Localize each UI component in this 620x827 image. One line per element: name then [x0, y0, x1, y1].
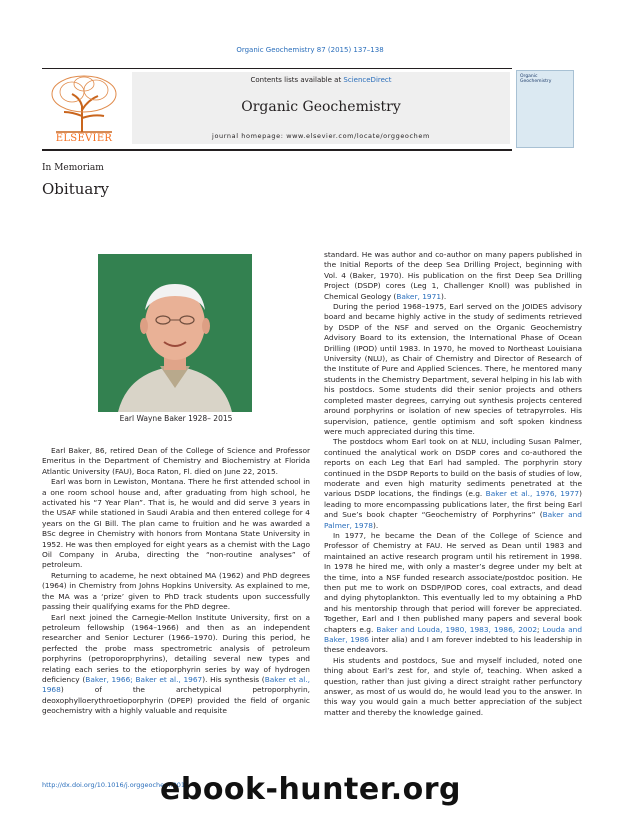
paragraph	[324, 250, 582, 302]
article-title: Obituary	[42, 180, 109, 198]
paragraph-text: Earl next joined the Carnegie-Mellon Institute University, first on a petroleum fellowship (1964–1966) and then as an independent researcher and Senior Lecturer (1966–1970). During this period, he perfected the probe mass spectrometric analysis of petroleum porphyrins (petroporoprphyrins), detailing several new types and relating each series to the etioporphyrin series by way of hydrogen deficiency (	[42, 612, 310, 684]
watermark: ebook-hunter.org	[160, 772, 461, 807]
reference-link[interactable]: Baker and Palmer, 1978	[324, 510, 582, 530]
paragraph	[324, 437, 582, 531]
reference-link[interactable]: Baker, 1971	[396, 291, 442, 301]
article-section: In Memoriam	[42, 163, 104, 173]
sciencedirect-link[interactable]: ScienceDirect	[343, 76, 392, 84]
doi-link[interactable]: http://dx.doi.org/10.1016/j.orggeochem.2015	[42, 781, 190, 789]
paragraph-text: ;	[537, 624, 543, 634]
paragraph	[42, 613, 310, 717]
reference-link[interactable]: Baker et al., 1976, 1977	[485, 489, 580, 499]
journal-citation[interactable]: Organic Geochemistry 87 (2015) 137–138	[236, 46, 384, 54]
reference-link[interactable]: Baker and Louda, 1980, 1983, 1986, 2002	[376, 624, 538, 634]
paragraph: Earl was born in Lewiston, Montana. There he first attended school in a one room school house and, after graduating from high school, he activated his “7 Year Plan”. That is, he would and did serve 3 years in the USAF while stationed in Saudi Arabia and then entered college for 4 years on the GI Bill. The plan came to fruition and he was awarded a BSc degree in Chemistry with honors from Montana State University in 1952. He was then employed for eight years as a chemist with the Lago Oil Company in Aruba, directing the “non-routine analyses” of petroleum.	[42, 477, 310, 570]
header-top-rule	[42, 68, 512, 69]
paragraph: Earl Baker, 86, retired Dean of the College of Science and Professor Emeritus in the Department of Chemistry and Biochemistry at Florida Atlantic University (FAU), Boca Raton, Fl. died on June 22, 2015.	[42, 446, 310, 476]
portrait-photo	[98, 254, 252, 412]
paragraph-text: inter alia) and I am forever indebted to his leadership in these endeavors.	[324, 635, 582, 655]
paragraph: During the period 1968–1975, Earl served on the JOIDES advisory board and became highly active in the study of sediments retrieved by DSDP of the NSF and served on the Organic Geochemistry Advisory Board to its extension, the International Phase of Ocean Drilling (IPOD) until 1983. In 1970, he moved to Northeast Louisiana University (NLU), as Chair of Chemistry and Director of Research of the Institute of Pure and Applied Sciences. There, he mentored many students in the Chemistry Department, several helping in his lab with his postdocs. Some students did their senior projects and others completed master degrees, carrying out synthesis projects centered around porphyrins or isolation of new species of tetrapyrroles. His supervision, patience, gentle optimism and soft spoken kindness were much appreciated during this time.	[324, 302, 582, 436]
portrait-illustration	[98, 254, 252, 412]
body-column-left	[42, 446, 310, 717]
contents-line	[132, 76, 510, 84]
paragraph: His students and postdocs, Sue and myself included, noted one thing about Earl’s zest for, and style of, teaching. When asked a question, rather than just giving a direct straight rather perfunctory answer, as most of us would do, he would lead you to the answer. In this way you would gain a much better appreciation of the subject matter and thereby the knowledge gained.	[324, 655, 582, 717]
paragraph-text: ).	[441, 291, 447, 301]
photo-caption: Earl Wayne Baker 1928– 2015	[119, 414, 233, 423]
journal-homepage[interactable]: journal homepage: www.elsevier.com/locate/orggeochem	[212, 132, 430, 140]
paragraph-text: In 1977, he became the Dean of the College of Science and Professor of Chemistry at FAU. He served as Dean until 1983 and maintained an active research program until his retirement in 1998. In 1978 he hired me, with only a master’s degree under my belt at the time, into a NSF funded research associate/postdoc position. He then put me to work on DSDP/IPOD cores, coal extracts, and dead and dying phytoplankton. This eventually led to my obtaining a PhD and his mentorship through that period will forever be appreciated. Together, Earl and I then published many papers and several book chapters e.g.	[324, 530, 582, 634]
paragraph-text: ). His synthesis (	[202, 674, 265, 684]
journal-title: Organic Geochemistry	[241, 99, 401, 115]
cover-title: Organic Geochemistry	[520, 74, 552, 84]
paragraph-text: standard. He was author and co-author on many papers published in the Initial Reports of the deep Sea Drilling Project, beginning with Vol. 4 (Baker, 1970). His publication on the first Deep Sea Drilling Project (DSDP) cores (Leg 1, Challenger Knoll) was published in Chemical Geology (	[324, 250, 582, 301]
paragraph-text: The postdocs whom Earl took on at NLU, including Susan Palmer, continued the analytical work on DSDP cores and co-authored the reports on each Leg that Earl had sampled. The porphyrin story continued in the DSDP Reports to build on the basis of studies of low, moderate and even high maturity sediments penetrated at the various DSDP locations, the findings (e.g.	[324, 437, 582, 499]
publisher-name: ELSEVIER	[55, 133, 113, 144]
paragraph-text: ).	[373, 520, 379, 530]
body-column-right	[324, 250, 582, 718]
paragraph-text: ) of the archetypical petroporphyrin, deoxophylloerythroetioporphyrin (DPEP) provided the field of organic geochemistry with a highly valuable and requisite	[42, 685, 310, 716]
reference-link[interactable]: Louda and Baker, 1986	[324, 624, 583, 645]
reference-link[interactable]: Baker, 1966; Baker et al., 1967	[85, 674, 203, 684]
elsevier-logo[interactable]	[42, 72, 126, 142]
contents-prefix: Contents lists available at	[250, 76, 344, 84]
header-bottom-rule	[42, 149, 512, 151]
paragraph	[324, 531, 582, 656]
elsevier-tree-icon	[42, 72, 126, 134]
reference-link[interactable]: Baker et al., 1968	[42, 674, 310, 695]
paragraph: Returning to academe, he next obtained MA (1962) and PhD degrees (1964) in Chemistry from Johns Hopkins University. As explained to me, the MA was a ‘prize’ given to PhD track students upon successfully passing their qualifying exams for the PhD degree.	[42, 570, 310, 612]
paragraph-text: ) leading to more encompassing publications later, the first being Earl and Sue’s book chapter “Geochemistry of Porphyrins” (	[324, 489, 582, 520]
